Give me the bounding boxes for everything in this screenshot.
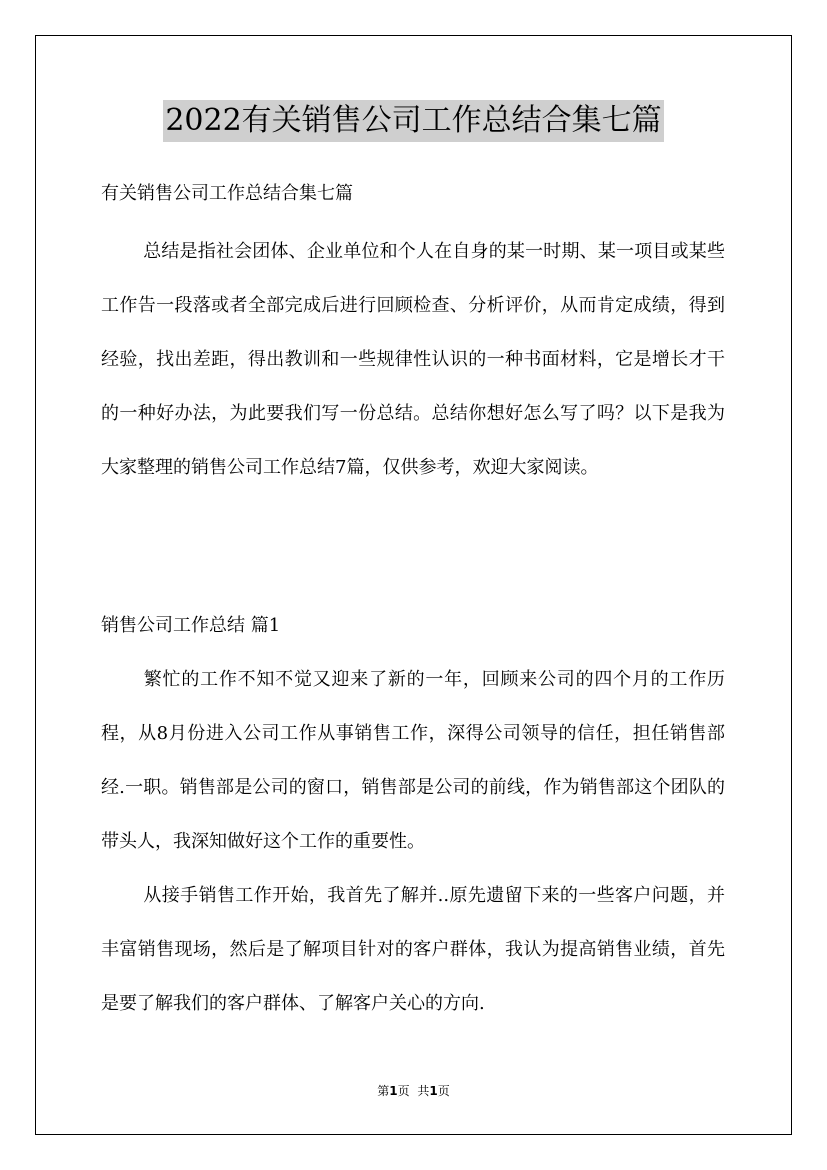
section-paragraph-text: 繁忙的工作不知不觉又迎来了新的一年，回顾来公司的四个月的工作历程，从8月份进入公司工作从事销售工作，深得公司领导的信任，担任销售部经.一职。销售部是公司的窗口，销售部是公司的前线，作为销售部这个团队的带头人，我深知做好这个工作的重要性。 <box>101 669 725 852</box>
intro-paragraph-text: 总结是指社会团体、企业单位和个人在自身的某一时期、某一项目或某些工作告一段落或者全部完成后进行回顾检查、分析评价，从而肯定成绩，得到经验，找出差距，得出教训和一些规律性认识的一种书面材料，它是增长才干的一种好办法，为此要我们写一份总结。总结你想好怎么写了吗？以下是我为大家整理的销售公司工作总结7篇，仅供参考，欢迎大家阅读。 <box>101 241 725 478</box>
title-container <box>0 100 827 142</box>
page-number: 1 <box>389 1084 398 1098</box>
section-paragraph <box>101 869 725 1031</box>
document-title: 2022有关销售公司工作总结合集七篇 <box>163 100 663 142</box>
total-suffix: 页 <box>437 1084 450 1098</box>
page-footer <box>0 1083 827 1099</box>
total-prefix: 共 <box>417 1084 430 1098</box>
page-label-suffix: 页 <box>397 1084 410 1098</box>
intro-paragraph <box>101 225 725 495</box>
document-subtitle: 有关销售公司工作总结合集七篇 <box>101 183 353 204</box>
total-pages: 1 <box>429 1084 438 1098</box>
section-heading: 销售公司工作总结 篇1 <box>101 615 281 636</box>
section-paragraph-text: 从接手销售工作开始，我首先了解并..原先遗留下来的一些客户问题，并丰富销售现场，然后是了解项目针对的客户群体，我认为提高销售业绩，首先是要了解我们的客户群体、了解客户关心的方向. <box>101 885 725 1014</box>
page-label-prefix: 第 <box>377 1084 390 1098</box>
section-paragraph <box>101 653 725 869</box>
